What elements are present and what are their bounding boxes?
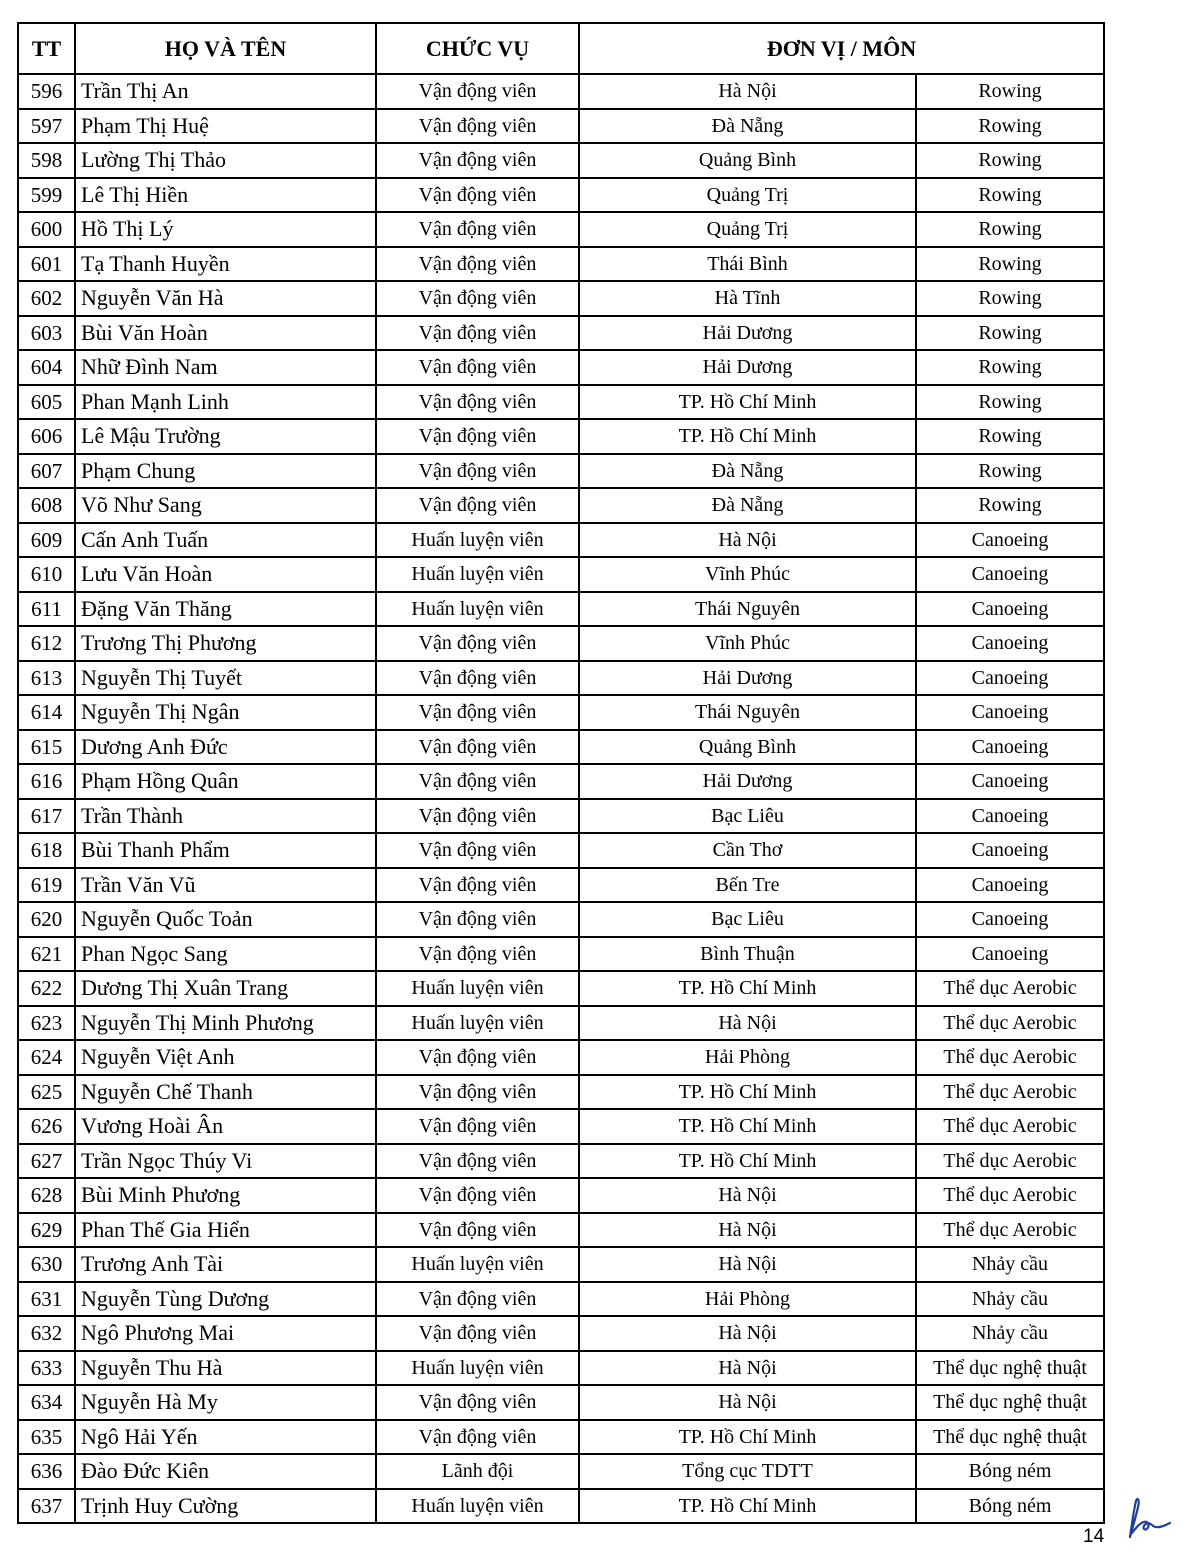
row-unit: Thái Bình	[579, 247, 916, 282]
table-row	[18, 74, 1104, 109]
row-role: Vận động viên	[376, 695, 579, 730]
row-role: Vận động viên	[376, 1213, 579, 1248]
row-role: Vận động viên	[376, 937, 579, 972]
row-tt: 601	[18, 247, 75, 282]
row-name: Ngô Hải Yến	[75, 1420, 376, 1455]
row-tt: 632	[18, 1316, 75, 1351]
row-tt: 612	[18, 626, 75, 661]
row-tt: 596	[18, 74, 75, 109]
row-name: Nguyễn Quốc Toản	[75, 902, 376, 937]
row-role: Vận động viên	[376, 799, 579, 834]
row-sport: Rowing	[916, 454, 1104, 489]
row-role: Vận động viên	[376, 1420, 579, 1455]
row-tt: 611	[18, 592, 75, 627]
row-sport: Canoeing	[916, 799, 1104, 834]
table-row	[18, 1040, 1104, 1075]
row-tt: 617	[18, 799, 75, 834]
header-tt: TT	[18, 23, 75, 74]
row-unit: Hải Dương	[579, 350, 916, 385]
row-tt: 629	[18, 1213, 75, 1248]
row-sport: Rowing	[916, 109, 1104, 144]
row-name: Lưu Văn Hoàn	[75, 557, 376, 592]
row-name: Lê Mậu Trường	[75, 419, 376, 454]
row-unit: Đà Nẵng	[579, 109, 916, 144]
row-tt: 616	[18, 764, 75, 799]
row-sport: Thể dục Aerobic	[916, 1109, 1104, 1144]
table-row	[18, 971, 1104, 1006]
row-name: Phan Mạnh Linh	[75, 385, 376, 420]
row-role: Vận động viên	[376, 212, 579, 247]
table-row	[18, 1420, 1104, 1455]
row-tt: 604	[18, 350, 75, 385]
table-row	[18, 1109, 1104, 1144]
row-name: Đặng Văn Thăng	[75, 592, 376, 627]
row-role: Vận động viên	[376, 1075, 579, 1110]
table-row	[18, 316, 1104, 351]
row-sport: Thể dục Aerobic	[916, 1213, 1104, 1248]
row-unit: Hà Tĩnh	[579, 281, 916, 316]
row-name: Đào Đức Kiên	[75, 1454, 376, 1489]
row-role: Vận động viên	[376, 247, 579, 282]
row-sport: Rowing	[916, 316, 1104, 351]
row-unit: Thái Nguyên	[579, 592, 916, 627]
table-row	[18, 419, 1104, 454]
row-tt: 615	[18, 730, 75, 765]
row-tt: 605	[18, 385, 75, 420]
row-unit: TP. Hồ Chí Minh	[579, 1420, 916, 1455]
row-sport: Thể dục Aerobic	[916, 1075, 1104, 1110]
row-name: Ngô Phương Mai	[75, 1316, 376, 1351]
table-row	[18, 1006, 1104, 1041]
row-sport: Canoeing	[916, 833, 1104, 868]
table-row	[18, 937, 1104, 972]
row-unit: Hà Nội	[579, 1316, 916, 1351]
row-unit: Hà Nội	[579, 1213, 916, 1248]
row-name: Tạ Thanh Huyền	[75, 247, 376, 282]
table-row	[18, 764, 1104, 799]
row-sport: Rowing	[916, 350, 1104, 385]
row-name: Nguyễn Văn Hà	[75, 281, 376, 316]
row-sport: Thể dục Aerobic	[916, 1006, 1104, 1041]
row-name: Nguyễn Thu Hà	[75, 1351, 376, 1386]
row-sport: Nhảy cầu	[916, 1247, 1104, 1282]
row-tt: 608	[18, 488, 75, 523]
row-name: Nguyễn Thị Ngân	[75, 695, 376, 730]
table-row	[18, 1247, 1104, 1282]
row-unit: Đà Nẵng	[579, 454, 916, 489]
row-unit: Quảng Bình	[579, 730, 916, 765]
row-name: Bùi Minh Phương	[75, 1178, 376, 1213]
row-tt: 603	[18, 316, 75, 351]
row-unit: TP. Hồ Chí Minh	[579, 1489, 916, 1524]
row-unit: TP. Hồ Chí Minh	[579, 1075, 916, 1110]
row-unit: Hải Phòng	[579, 1040, 916, 1075]
table-row	[18, 799, 1104, 834]
row-unit: Vĩnh Phúc	[579, 557, 916, 592]
row-role: Vận động viên	[376, 109, 579, 144]
table-row	[18, 1075, 1104, 1110]
row-sport: Canoeing	[916, 626, 1104, 661]
row-sport: Nhảy cầu	[916, 1316, 1104, 1351]
table-row	[18, 109, 1104, 144]
row-name: Cấn Anh Tuấn	[75, 523, 376, 558]
row-tt: 600	[18, 212, 75, 247]
row-tt: 620	[18, 902, 75, 937]
row-unit: Thái Nguyên	[579, 695, 916, 730]
row-role: Vận động viên	[376, 74, 579, 109]
row-tt: 635	[18, 1420, 75, 1455]
row-tt: 609	[18, 523, 75, 558]
row-role: Vận động viên	[376, 868, 579, 903]
row-name: Nguyễn Việt Anh	[75, 1040, 376, 1075]
row-role: Vận động viên	[376, 661, 579, 696]
row-unit: Bình Thuận	[579, 937, 916, 972]
row-sport: Thể dục Aerobic	[916, 1144, 1104, 1179]
row-tt: 623	[18, 1006, 75, 1041]
row-sport: Canoeing	[916, 764, 1104, 799]
row-role: Vận động viên	[376, 833, 579, 868]
row-tt: 630	[18, 1247, 75, 1282]
table-row	[18, 1351, 1104, 1386]
row-tt: 634	[18, 1385, 75, 1420]
row-tt: 607	[18, 454, 75, 489]
member-table	[17, 22, 1105, 1524]
row-tt: 598	[18, 143, 75, 178]
row-name: Trần Văn Vũ	[75, 868, 376, 903]
table-row	[18, 1144, 1104, 1179]
row-tt: 602	[18, 281, 75, 316]
row-sport: Canoeing	[916, 523, 1104, 558]
table-row	[18, 281, 1104, 316]
row-unit: Quảng Trị	[579, 212, 916, 247]
table-row	[18, 1213, 1104, 1248]
row-name: Phan Thế Gia Hiển	[75, 1213, 376, 1248]
table-row	[18, 143, 1104, 178]
header-role: CHỨC VỤ	[376, 23, 579, 74]
row-sport: Bóng ném	[916, 1489, 1104, 1524]
row-role: Vận động viên	[376, 1316, 579, 1351]
table-row	[18, 902, 1104, 937]
table-row	[18, 247, 1104, 282]
row-tt: 597	[18, 109, 75, 144]
table-row	[18, 178, 1104, 213]
table-row	[18, 833, 1104, 868]
row-sport: Rowing	[916, 247, 1104, 282]
row-tt: 627	[18, 1144, 75, 1179]
row-role: Vận động viên	[376, 454, 579, 489]
row-role: Vận động viên	[376, 1040, 579, 1075]
row-name: Phan Ngọc Sang	[75, 937, 376, 972]
row-unit: TP. Hồ Chí Minh	[579, 1109, 916, 1144]
table-row	[18, 730, 1104, 765]
row-unit: Vĩnh Phúc	[579, 626, 916, 661]
row-sport: Rowing	[916, 419, 1104, 454]
row-role: Vận động viên	[376, 488, 579, 523]
row-role: Vận động viên	[376, 1109, 579, 1144]
row-name: Dương Anh Đức	[75, 730, 376, 765]
row-sport: Rowing	[916, 74, 1104, 109]
row-tt: 606	[18, 419, 75, 454]
table-row	[18, 1489, 1104, 1524]
row-tt: 628	[18, 1178, 75, 1213]
row-sport: Canoeing	[916, 695, 1104, 730]
row-role: Vận động viên	[376, 143, 579, 178]
row-role: Vận động viên	[376, 178, 579, 213]
row-sport: Canoeing	[916, 730, 1104, 765]
row-name: Nguyễn Thị Tuyết	[75, 661, 376, 696]
row-name: Nhữ Đình Nam	[75, 350, 376, 385]
row-role: Vận động viên	[376, 764, 579, 799]
row-unit: TP. Hồ Chí Minh	[579, 1144, 916, 1179]
table-row	[18, 557, 1104, 592]
row-role: Vận động viên	[376, 316, 579, 351]
row-role: Vận động viên	[376, 419, 579, 454]
row-sport: Bóng ném	[916, 1454, 1104, 1489]
row-unit: Hà Nội	[579, 523, 916, 558]
row-sport: Rowing	[916, 143, 1104, 178]
row-name: Nguyễn Tùng Dương	[75, 1282, 376, 1317]
signature-icon	[1118, 1493, 1178, 1541]
row-unit: Đà Nẵng	[579, 488, 916, 523]
table-row	[18, 488, 1104, 523]
row-sport: Rowing	[916, 281, 1104, 316]
row-tt: 618	[18, 833, 75, 868]
row-tt: 621	[18, 937, 75, 972]
row-role: Vận động viên	[376, 1385, 579, 1420]
row-name: Bùi Thanh Phẩm	[75, 833, 376, 868]
row-unit: Hà Nội	[579, 1385, 916, 1420]
row-tt: 633	[18, 1351, 75, 1386]
row-role: Huấn luyện viên	[376, 523, 579, 558]
row-name: Trần Thành	[75, 799, 376, 834]
row-role: Huấn luyện viên	[376, 1006, 579, 1041]
header-unit: ĐƠN VỊ / MÔN	[579, 23, 1104, 74]
row-unit: Hà Nội	[579, 1178, 916, 1213]
table-row	[18, 1316, 1104, 1351]
row-name: Bùi Văn Hoàn	[75, 316, 376, 351]
row-unit: Hà Nội	[579, 74, 916, 109]
row-unit: Hải Dương	[579, 764, 916, 799]
row-role: Vận động viên	[376, 730, 579, 765]
row-role: Vận động viên	[376, 385, 579, 420]
row-name: Trương Anh Tài	[75, 1247, 376, 1282]
table-row	[18, 350, 1104, 385]
row-tt: 631	[18, 1282, 75, 1317]
row-tt: 626	[18, 1109, 75, 1144]
row-unit: TP. Hồ Chí Minh	[579, 971, 916, 1006]
row-role: Vận động viên	[376, 350, 579, 385]
row-role: Huấn luyện viên	[376, 1351, 579, 1386]
row-unit: Bạc Liêu	[579, 902, 916, 937]
row-name: Vương Hoài Ân	[75, 1109, 376, 1144]
table-row	[18, 695, 1104, 730]
row-tt: 599	[18, 178, 75, 213]
row-tt: 619	[18, 868, 75, 903]
row-name: Trần Thị An	[75, 74, 376, 109]
table-row	[18, 1282, 1104, 1317]
row-unit: Cần Thơ	[579, 833, 916, 868]
row-role: Huấn luyện viên	[376, 592, 579, 627]
row-sport: Rowing	[916, 178, 1104, 213]
row-name: Trương Thị Phương	[75, 626, 376, 661]
row-sport: Rowing	[916, 385, 1104, 420]
row-role: Vận động viên	[376, 281, 579, 316]
header-name: HỌ VÀ TÊN	[75, 23, 376, 74]
row-role: Vận động viên	[376, 1282, 579, 1317]
row-name: Nguyễn Chế Thanh	[75, 1075, 376, 1110]
table-row	[18, 385, 1104, 420]
row-sport: Thể dục nghệ thuật	[916, 1385, 1104, 1420]
header-row	[18, 23, 1104, 74]
row-sport: Thể dục Aerobic	[916, 971, 1104, 1006]
table-row	[18, 868, 1104, 903]
table-row	[18, 523, 1104, 558]
table-row	[18, 592, 1104, 627]
row-tt: 613	[18, 661, 75, 696]
row-unit: Hải Phòng	[579, 1282, 916, 1317]
row-name: Nguyễn Hà My	[75, 1385, 376, 1420]
table-row	[18, 1454, 1104, 1489]
row-name: Dương Thị Xuân Trang	[75, 971, 376, 1006]
row-sport: Canoeing	[916, 868, 1104, 903]
row-tt: 614	[18, 695, 75, 730]
row-unit: Hải Dương	[579, 316, 916, 351]
row-sport: Rowing	[916, 488, 1104, 523]
row-name: Phạm Hồng Quân	[75, 764, 376, 799]
row-sport: Canoeing	[916, 592, 1104, 627]
row-name: Lê Thị Hiền	[75, 178, 376, 213]
row-role: Huấn luyện viên	[376, 1489, 579, 1524]
row-sport: Canoeing	[916, 661, 1104, 696]
row-sport: Canoeing	[916, 937, 1104, 972]
row-role: Vận động viên	[376, 902, 579, 937]
row-unit: Hà Nội	[579, 1247, 916, 1282]
row-role: Vận động viên	[376, 1178, 579, 1213]
table-row	[18, 212, 1104, 247]
row-tt: 622	[18, 971, 75, 1006]
table-row	[18, 626, 1104, 661]
row-tt: 637	[18, 1489, 75, 1524]
row-unit: Bạc Liêu	[579, 799, 916, 834]
row-name: Võ Như Sang	[75, 488, 376, 523]
row-unit: Hà Nội	[579, 1006, 916, 1041]
row-sport: Rowing	[916, 212, 1104, 247]
row-unit: Quảng Bình	[579, 143, 916, 178]
row-tt: 636	[18, 1454, 75, 1489]
row-role: Vận động viên	[376, 1144, 579, 1179]
row-unit: Quảng Trị	[579, 178, 916, 213]
row-name: Nguyễn Thị Minh Phương	[75, 1006, 376, 1041]
row-unit: TP. Hồ Chí Minh	[579, 385, 916, 420]
row-sport: Nhảy cầu	[916, 1282, 1104, 1317]
row-tt: 624	[18, 1040, 75, 1075]
row-unit: Hải Dương	[579, 661, 916, 696]
table-row	[18, 661, 1104, 696]
row-name: Hồ Thị Lý	[75, 212, 376, 247]
row-unit: Hà Nội	[579, 1351, 916, 1386]
row-sport: Thể dục Aerobic	[916, 1178, 1104, 1213]
row-role: Lãnh đội	[376, 1454, 579, 1489]
row-role: Vận động viên	[376, 626, 579, 661]
row-name: Trịnh Huy Cường	[75, 1489, 376, 1524]
row-name: Phạm Thị Huệ	[75, 109, 376, 144]
row-unit: Bến Tre	[579, 868, 916, 903]
row-role: Huấn luyện viên	[376, 1247, 579, 1282]
row-sport: Thể dục Aerobic	[916, 1040, 1104, 1075]
row-sport: Thể dục nghệ thuật	[916, 1420, 1104, 1455]
row-unit: TP. Hồ Chí Minh	[579, 419, 916, 454]
row-tt: 625	[18, 1075, 75, 1110]
row-sport: Thể dục nghệ thuật	[916, 1351, 1104, 1386]
row-name: Trần Ngọc Thúy Vi	[75, 1144, 376, 1179]
row-role: Huấn luyện viên	[376, 971, 579, 1006]
row-name: Phạm Chung	[75, 454, 376, 489]
row-tt: 610	[18, 557, 75, 592]
row-sport: Canoeing	[916, 902, 1104, 937]
page-number: 14	[1083, 1526, 1105, 1547]
table-row	[18, 1385, 1104, 1420]
row-role: Huấn luyện viên	[376, 557, 579, 592]
table-row	[18, 1178, 1104, 1213]
row-name: Lường Thị Thảo	[75, 143, 376, 178]
row-sport: Canoeing	[916, 557, 1104, 592]
table-row	[18, 454, 1104, 489]
row-unit: Tổng cục TDTT	[579, 1454, 916, 1489]
